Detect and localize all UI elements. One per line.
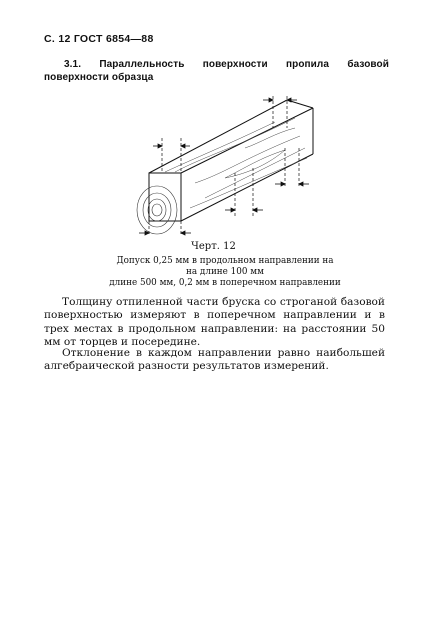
paragraph-deviation bbox=[44, 347, 385, 374]
paragraph-text: Толщину отпиленной части бруска со строганой базовой поверхностью измеряют в поперечном направлении и в трех местах в продольном направлении: на расстоянии 50 мм от торцев и посередине. bbox=[44, 296, 385, 349]
section-title: 3.1. Параллельность поверхности пропила базовой поверхности образца bbox=[44, 59, 389, 83]
bar-end-face bbox=[149, 173, 181, 221]
figure-drawing bbox=[135, 88, 315, 248]
figure-caption: Черт. 12 bbox=[191, 241, 236, 252]
tolerance-line: длине 500 мм, 0,2 мм в поперечном направлении bbox=[109, 278, 341, 288]
timber-bar-diagram bbox=[135, 88, 315, 248]
paragraph-measurement bbox=[44, 296, 385, 350]
tolerance-text bbox=[90, 256, 360, 289]
tolerance-line: на длине 100 мм bbox=[186, 267, 264, 277]
tolerance-line: Допуск 0,25 мм в продольном направлении на bbox=[116, 256, 334, 266]
page-header: С. 12 ГОСТ 6854—88 bbox=[44, 33, 154, 45]
paragraph-text: Отклонение в каждом направлении равно наибольшей алгебраической разности результатов измерений. bbox=[44, 347, 385, 373]
